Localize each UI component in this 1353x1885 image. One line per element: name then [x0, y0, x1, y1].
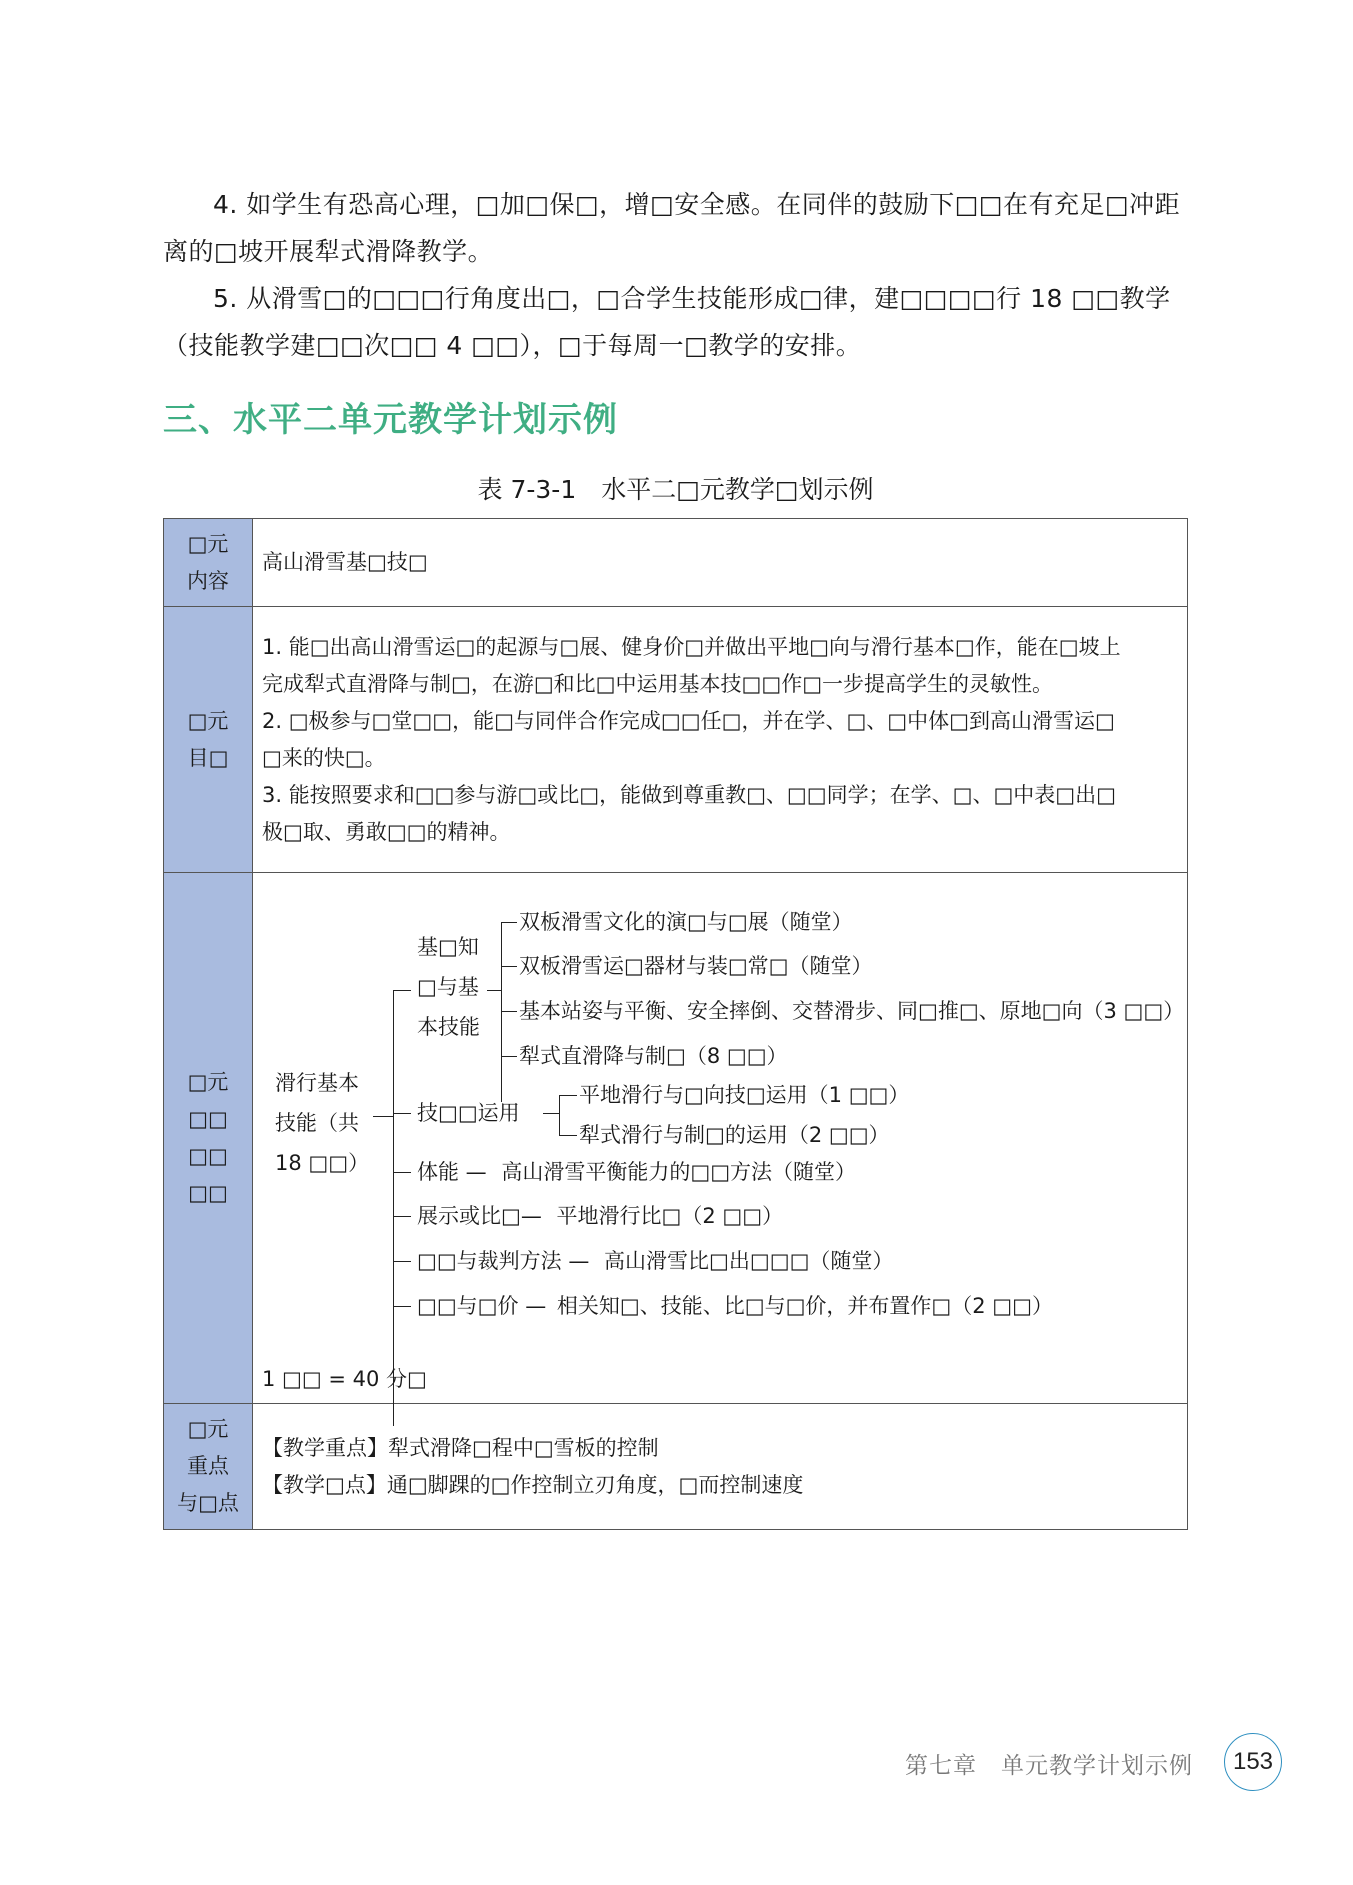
goal-line: 完成犁式直滑降与制□，在游□和比□中运用基本技□□作□一步提高学生的灵敏性。: [262, 671, 1054, 696]
tree-group-application: 技□□运用: [417, 1101, 520, 1125]
tree-connector: [487, 990, 501, 991]
goal-line: 3. 能按照要求和□□参与游□或比□，能做到尊重教□、□□同学；在学、□、□中表□出□: [262, 782, 1116, 807]
table-row-goals: [164, 607, 1188, 873]
tree-connector: [543, 1113, 559, 1114]
section-title: 三、水平二单元教学计划示例: [163, 400, 618, 440]
row-header-content: □元 内容: [164, 519, 253, 607]
structure-tree-cell: [253, 873, 1188, 1404]
row-header-structure: □元 □□ □□ □□: [164, 873, 253, 1404]
tree-connector: [393, 1113, 411, 1114]
tree-connector: [501, 922, 502, 1102]
tree-connector: [501, 966, 517, 967]
table-row-content: [164, 519, 1188, 607]
tree-branch-fitness: 体能 — 高山滑雪平衡能力的□□方法（随堂）: [417, 1160, 857, 1184]
tree-group-basic-skills: 基□知 □与基 本技能: [417, 935, 480, 1039]
tree-connector: [501, 1011, 517, 1012]
tree-connector: [501, 922, 517, 923]
unit-content-cell: 高山滑雪基□技□: [253, 519, 1188, 607]
row-header-goals: □元 目□: [164, 607, 253, 873]
tree-connector: [393, 990, 394, 1426]
tree-item: 犁式直滑降与制□（8 □□）: [519, 1044, 788, 1068]
tree-connector: [393, 1261, 411, 1262]
tree-item: 双板滑雪文化的演□与□展（随堂）: [519, 910, 853, 934]
paragraph-4: 4. 如学生有恐高心理，□加□保□，增□安全感。在同伴的鼓励下□□在有充足□冲距离的□坡开展犁式滑降教学。: [163, 190, 1181, 266]
difficulty-line: 【教学□点】通□脚踝的□作控制立刃角度，□而控制速度: [262, 1472, 804, 1497]
tree-branch-referee: □□与裁判方法 — 高山滑雪比□出□□□（随堂）: [417, 1249, 894, 1273]
structure-tree: [253, 873, 1187, 1403]
goal-line: □来的快□。: [262, 745, 386, 770]
paragraph-5: 5. 从滑雪□的□□□行角度出□，□合学生技能形成□律，建□□□□行 18 □□教学（技能教学建□□次□□ 4 □□），□于每周一□教学的安排。: [163, 284, 1171, 360]
table-caption: 表 7-3-1 水平二□元教学□划示例: [477, 475, 874, 504]
tree-connector: [559, 1095, 577, 1096]
goal-line: 1. 能□出高山滑雪运□的起源与□展、健身价□并做出平地□向与滑行基本□作，能在□坡上: [262, 634, 1121, 659]
tree-item: 基本站姿与平衡、安全摔倒、交替滑步、同□推□、原地□向（3 □□）: [519, 999, 1185, 1023]
tree-connector: [559, 1095, 560, 1135]
tree-connector: [393, 1172, 411, 1173]
unit-goals-cell: [253, 607, 1188, 873]
lesson-duration-note: 1 □□ = 40 分□: [262, 1367, 427, 1391]
page-number: 153: [1224, 1733, 1282, 1791]
tree-connector: [393, 1216, 411, 1217]
tree-item: 双板滑雪运□器材与装□常□（随堂）: [519, 954, 873, 978]
goal-line: 2. □极参与□堂□□，能□与同伴合作完成□□任□，并在学、□、□中体□到高山滑雪运□: [262, 708, 1115, 733]
tree-connector: [393, 990, 411, 991]
tree-connector: [559, 1135, 577, 1136]
tree-connector: [373, 1116, 393, 1117]
key-point-line: 【教学重点】犁式滑降□程中□雪板的控制: [262, 1435, 659, 1460]
unit-plan-table: [163, 518, 1188, 1530]
chapter-footer: 第七章 单元教学计划示例: [905, 1753, 1193, 1779]
table-row-key-points: [164, 1404, 1188, 1530]
tree-item: 犁式滑行与制□的运用（2 □□）: [579, 1123, 890, 1147]
tree-connector: [393, 1306, 411, 1307]
tree-connector: [501, 1056, 517, 1057]
table-row-structure: [164, 873, 1188, 1404]
tree-branch-competition: 展示或比□— 平地滑行比□（2 □□）: [417, 1204, 784, 1228]
tree-branch-evaluation: □□与□价 — 相关知□、技能、比□与□价，并布置作□（2 □□）: [417, 1294, 1053, 1318]
tree-item: 平地滑行与□向技□运用（1 □□）: [579, 1083, 910, 1107]
tree-root: 滑行基本 技能（共 18 □□）: [275, 1071, 370, 1175]
row-header-key-points: □元 重点 与□点: [164, 1404, 253, 1530]
goal-line: 极□取、勇敢□□的精神。: [262, 819, 511, 844]
